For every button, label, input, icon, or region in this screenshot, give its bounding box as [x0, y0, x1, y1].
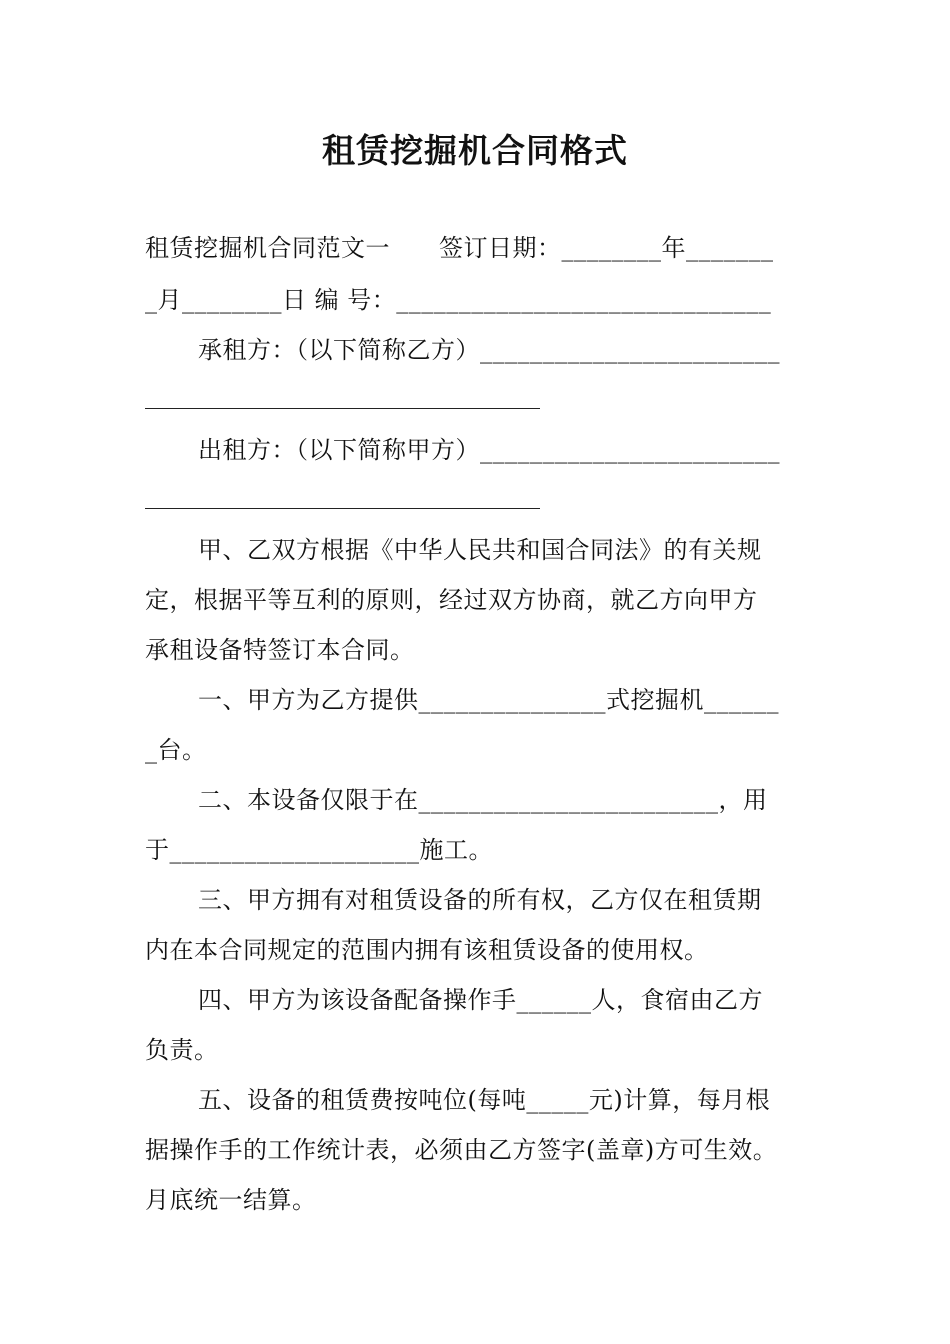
clause-5-line-3: 月底统一结算。	[145, 1186, 317, 1214]
clause-2-line-2: 于____________________施工。	[145, 836, 493, 864]
clause-1-line-1: 一、甲方为乙方提供_______________式挖掘机______	[198, 686, 779, 714]
lessee-line: 承租方：（以下简称乙方）________________________	[198, 336, 780, 364]
lessee-underline	[145, 408, 540, 409]
lessor-underline	[145, 508, 540, 509]
preamble-line-2: 定，根据平等互利的原则，经过双方协商，就乙方向甲方	[145, 586, 758, 614]
clause-4-line-2: 负责。	[145, 1036, 219, 1064]
page-title: 租赁挖掘机合同格式	[322, 131, 628, 170]
clause-2-line-1: 二、本设备仅限于在________________________，用	[198, 786, 768, 814]
clause-5-line-1: 五、设备的租赁费按吨位(每吨_____元)计算，每月根	[198, 1086, 771, 1114]
header-line-sign-date: 租赁挖掘机合同范文一 签订日期：________年_______	[145, 234, 774, 262]
preamble-line-3: 承租设备特签订本合同。	[145, 636, 415, 664]
lessor-line: 出租方：（以下简称甲方）________________________	[198, 436, 780, 464]
preamble-line-1: 甲、乙双方根据《中华人民共和国合同法》的有关规	[198, 536, 762, 564]
clause-1-line-2: _台。	[145, 736, 207, 764]
header-line-number: _月________日 编 号：______________________________	[145, 286, 772, 314]
clause-3-line-1: 三、甲方拥有对租赁设备的所有权，乙方仅在租赁期	[198, 886, 762, 914]
clause-3-line-2: 内在本合同规定的范围内拥有该租赁设备的使用权。	[145, 936, 709, 964]
clause-4-line-1: 四、甲方为该设备配备操作手______人，食宿由乙方	[198, 986, 763, 1014]
clause-5-line-2: 据操作手的工作统计表，必须由乙方签字(盖章)方可生效。	[145, 1136, 778, 1164]
